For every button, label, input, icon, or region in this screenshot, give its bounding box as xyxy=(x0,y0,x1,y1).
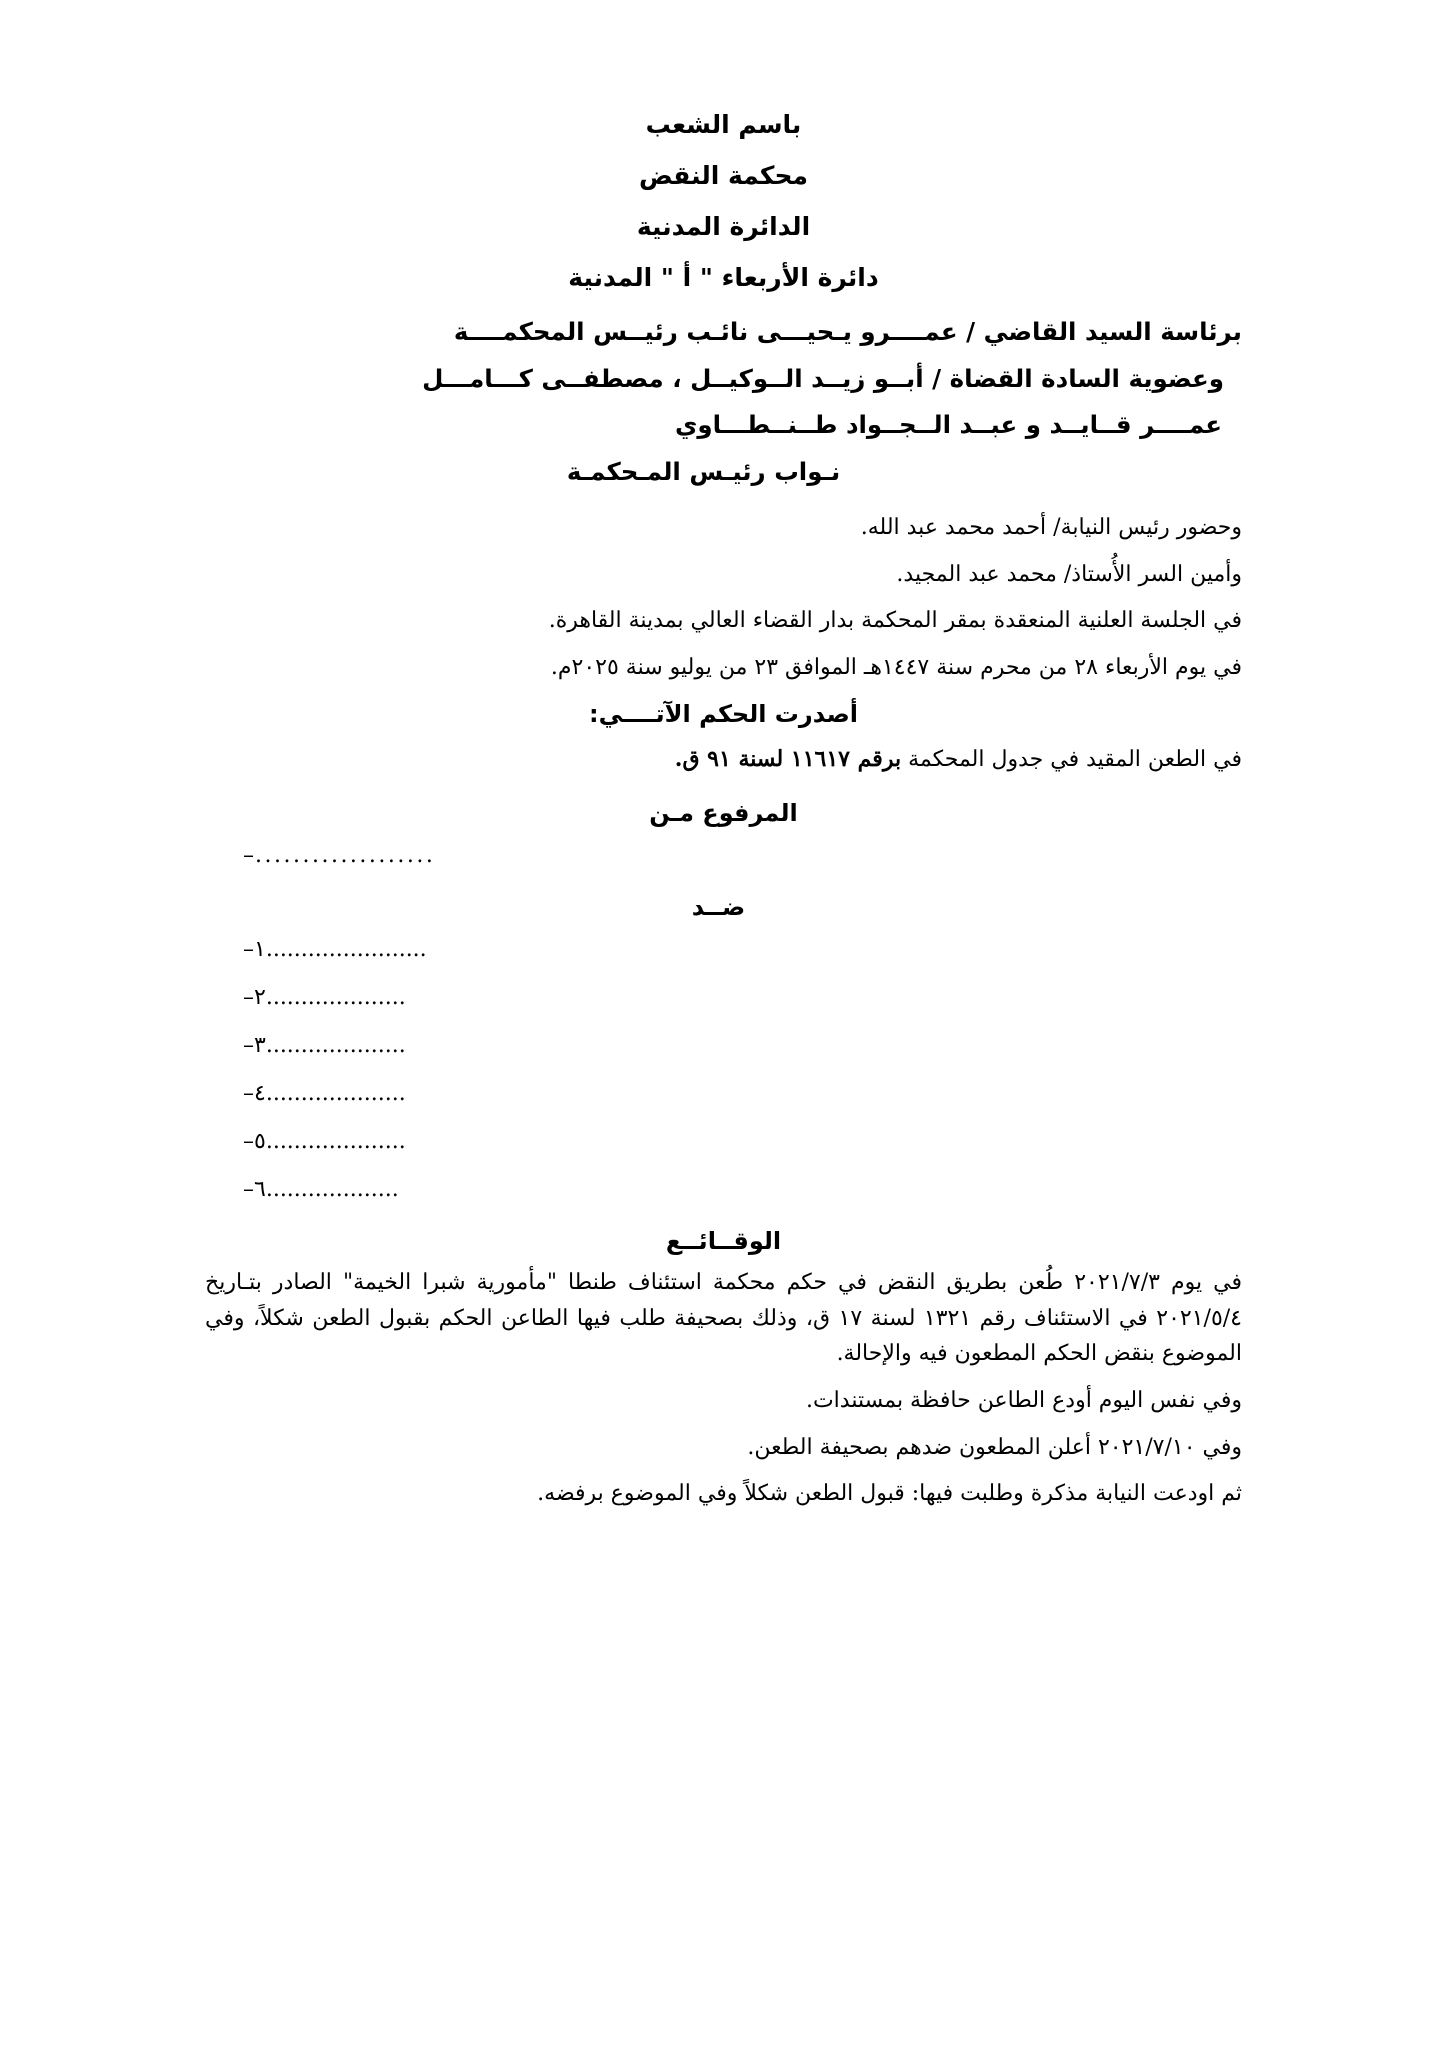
heading-division: الدائرة المدنية xyxy=(636,212,811,241)
respondent-redacted-dots: .................... xyxy=(265,1081,406,1107)
respondent-number: ٥– xyxy=(243,1129,266,1155)
respondent-redacted-dots: .................... xyxy=(265,1129,406,1155)
case-number: برقم ١١٦١٧ لسنة ٩١ ق. xyxy=(674,745,902,772)
versus-separator: ضــد xyxy=(691,893,746,922)
respondent-redacted-dots: ................... xyxy=(265,1177,399,1203)
respondent-row xyxy=(205,1131,1242,1153)
respondent-redacted-dots: ....................... xyxy=(265,937,427,963)
appellant-redacted-dots: ................... xyxy=(255,843,436,869)
bench-members-line-2: عمــــر قــايــد و عبــد الــجــواد طــنــطـــاوي xyxy=(674,410,1222,439)
bench-presiding-judge: برئاسة السيد القاضي / عمــــرو يـحيـــى نائـب رئيــس المحكمــــة xyxy=(453,317,1242,346)
appellant-dash: – xyxy=(243,843,255,869)
respondent-number: ٣– xyxy=(243,1033,266,1059)
appellant-row xyxy=(205,845,1242,867)
heading-in-name-of-people: باسم الشعب xyxy=(645,110,802,139)
respondent-redacted-dots: .................... xyxy=(265,1033,406,1059)
facts-paragraph-4: ثم اودعت النيابة مذكرة وطلبت فيها: قبول الطعن شكلاً وفي الموضوع برفضه. xyxy=(537,1481,1242,1507)
facts-paragraph-3: وفي ٢٠٢١/٧/١٠ أعلن المطعون ضدهم بصحيفة الطعن. xyxy=(747,1434,1242,1460)
respondent-redacted-dots: .................... xyxy=(265,985,406,1011)
respondent-row xyxy=(205,1035,1242,1057)
respondent-number: ٤– xyxy=(243,1081,266,1107)
attendance-prosecution-head: وحضور رئيس النيابة/ أحمد محمد عبد الله. xyxy=(860,515,1242,540)
respondent-row xyxy=(205,939,1242,961)
facts-paragraph-2: وفي نفس اليوم أودع الطاعن حافظة بمستندات. xyxy=(805,1388,1242,1413)
facts-heading: الوقــائــع xyxy=(665,1227,782,1256)
facts-paragraph-1: في يوم ٢٠٢١/٧/٣ طُعن بطريق النقض في حكم محكمة استئناف طنطا "مأمورية شبرا الخيمة" الصادر بتـاريخ ٢٠٢١/٥/٤ في الاستئناف رقم ١٣٢١ لسنة ١٧ ق، وذلك بصحيفة طلب فيها الطاعن الحكم بقبول الطعن شكلاً، وفي الموضوع بنقض الحكم المطعون فيه والإحالة. xyxy=(205,1270,1242,1367)
respondent-number: ٦– xyxy=(243,1177,266,1203)
attendance-secretary: وأمين السر الأُستاذ/ محمد عبد المجيد. xyxy=(896,561,1242,587)
case-registration-prefix: في الطعن المقيد في جدول المحكمة xyxy=(901,746,1242,772)
ruling-issued-heading: أصدرت الحكم الآتــــي: xyxy=(588,699,859,728)
appellant-heading: المرفوع مـن xyxy=(649,799,798,828)
heading-circuit: دائرة الأربعاء " أ " المدنية xyxy=(568,263,879,292)
respondent-row xyxy=(205,1083,1242,1105)
respondent-row xyxy=(205,987,1242,1009)
bench-members-line-1: وعضوية السادة القضاة / أبــو زيــد الــوكيــل ، مصطفــى كـــامـــل xyxy=(422,363,1224,393)
respondent-number: ١– xyxy=(243,937,266,963)
case-registration-line xyxy=(205,742,1242,778)
session-date: في يوم الأربعاء ٢٨ من محرم سنة ١٤٤٧هـ الموافق ٢٣ من يوليو سنة ٢٠٢٥م. xyxy=(550,654,1242,680)
respondents-list xyxy=(205,939,1242,1201)
bench-composition xyxy=(205,317,1242,486)
bench-members-title: نـواب رئيـس المـحكمـة xyxy=(566,456,841,486)
respondent-number: ٢– xyxy=(243,985,266,1011)
heading-court-name: محكمة النقض xyxy=(639,161,808,190)
session-location: في الجلسة العلنية المنعقدة بمقر المحكمة بدار القضاء العالي بمدينة القاهرة. xyxy=(548,608,1242,634)
respondent-row xyxy=(205,1179,1242,1201)
